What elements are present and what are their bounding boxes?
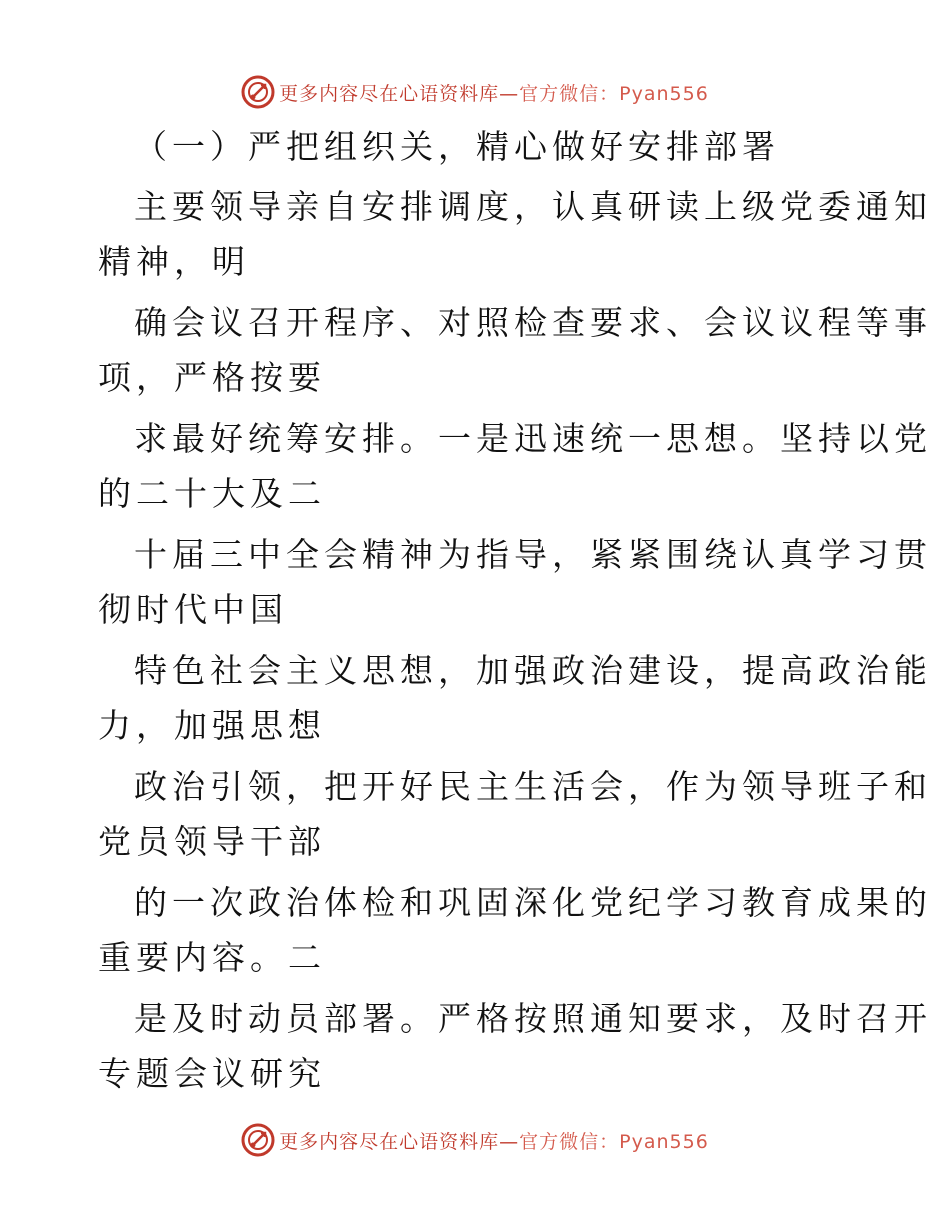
text-line: 力，加强思想 bbox=[98, 706, 326, 745]
seal-logo-icon bbox=[241, 75, 275, 109]
banner-text bbox=[279, 79, 709, 106]
text-line: 的一次政治体检和巩固深化党纪学习教育成果的 bbox=[134, 883, 932, 922]
header-banner bbox=[0, 72, 950, 112]
text-line: 政治引领，把开好民主生活会，作为领导班子和 bbox=[134, 767, 932, 806]
text-line: 专题会议研究 bbox=[98, 1054, 326, 1093]
text-line: 的二十大及二 bbox=[98, 474, 326, 513]
text-line: 精神，明 bbox=[98, 242, 250, 281]
banner-text bbox=[279, 1127, 709, 1154]
banner-main-text: 更多内容尽在心语资料库 bbox=[279, 1130, 500, 1153]
text-line: 主要领导亲自安排调度，认真研读上级党委通知 bbox=[134, 187, 932, 226]
section-heading: （一）严把组织关，精心做好安排部署 bbox=[134, 127, 780, 166]
banner-wechat-text: 官方微信：Pyan556 bbox=[519, 1130, 709, 1153]
text-line: 彻时代中国 bbox=[98, 590, 288, 629]
text-line: 特色社会主义思想，加强政治建设，提高政治能 bbox=[134, 651, 932, 690]
text-line: 重要内容。二 bbox=[98, 938, 326, 977]
footer-banner bbox=[0, 1120, 950, 1160]
seal-logo-icon bbox=[241, 1123, 275, 1157]
text-line: 是及时动员部署。严格按照通知要求，及时召开 bbox=[134, 999, 932, 1038]
text-line: 十届三中全会精神为指导，紧紧围绕认真学习贯 bbox=[134, 535, 932, 574]
banner-separator: — bbox=[499, 1130, 520, 1153]
banner-separator: — bbox=[499, 82, 520, 105]
text-line: 确会议召开程序、对照检查要求、会议议程等事 bbox=[134, 303, 932, 342]
text-line: 党员领导干部 bbox=[98, 822, 326, 861]
text-line: 项，严格按要 bbox=[98, 358, 326, 397]
banner-wechat-text: 官方微信：Pyan556 bbox=[519, 82, 709, 105]
banner-main-text: 更多内容尽在心语资料库 bbox=[279, 82, 500, 105]
text-line: 求最好统筹安排。一是迅速统一思想。坚持以党 bbox=[134, 419, 932, 458]
